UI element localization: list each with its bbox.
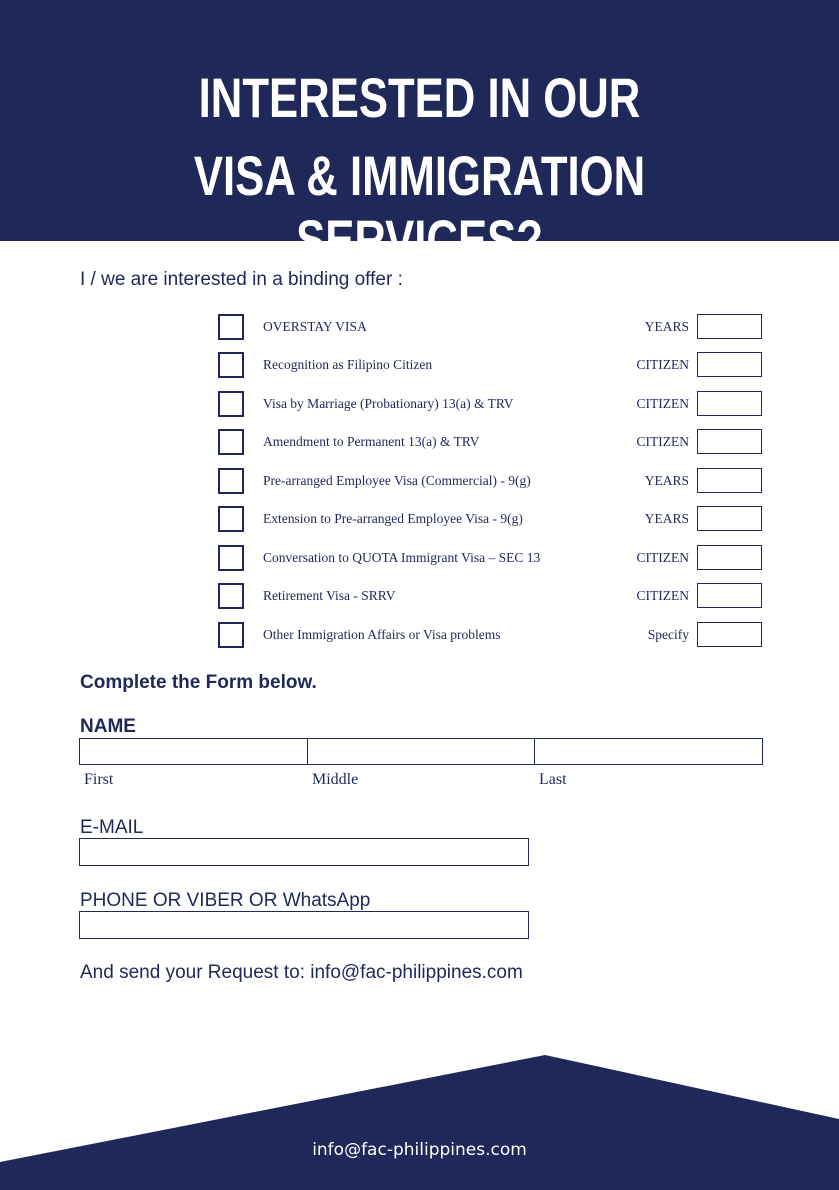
header-title-line-2: VISA & IMMIGRATION SERVICES? — [193, 144, 646, 271]
phone-input[interactable] — [79, 911, 529, 939]
option-unit: CITIZEN — [636, 396, 689, 411]
option-label: Conversation to QUOTA Immigrant Visa – SEC 13 — [263, 550, 541, 565]
option-unit: CITIZEN — [636, 357, 689, 372]
checkbox-recognition-citizen[interactable] — [218, 352, 244, 378]
option-value-box[interactable] — [697, 506, 762, 531]
header-title-line-1: INTERESTED IN OUR — [198, 66, 641, 129]
option-unit: CITIZEN — [636, 434, 689, 449]
option-unit: YEARS — [644, 473, 689, 488]
last-name-label: Last — [539, 771, 567, 788]
send-request-text: And send your Request to: info@fac-philippines.com — [80, 962, 523, 983]
option-row-amendment-permanent — [0, 429, 839, 455]
footer-shape — [0, 1040, 839, 1190]
first-name-input[interactable] — [80, 739, 308, 764]
option-value-box[interactable] — [697, 429, 762, 454]
option-unit: CITIZEN — [636, 588, 689, 603]
checkbox-extension-employee[interactable] — [218, 506, 244, 532]
email-input[interactable] — [79, 838, 529, 866]
option-row-retirement-visa — [0, 583, 839, 609]
option-label: Amendment to Permanent 13(a) & TRV — [263, 434, 480, 449]
checkbox-visa-by-marriage[interactable] — [218, 391, 244, 417]
option-row-pre-arranged-employee — [0, 468, 839, 494]
option-unit: Specify — [647, 627, 689, 642]
option-label: Recognition as Filipino Citizen — [263, 357, 433, 372]
option-label: OVERSTAY VISA — [263, 319, 367, 334]
option-row-other-affairs — [0, 622, 839, 648]
option-value-box[interactable] — [697, 468, 762, 493]
option-row-recognition-citizen — [0, 352, 839, 378]
option-label: Retirement Visa - SRRV — [263, 588, 396, 603]
checkbox-pre-arranged-employee[interactable] — [218, 468, 244, 494]
form-heading: Complete the Form below. — [80, 672, 317, 693]
option-value-box[interactable] — [697, 352, 762, 377]
email-label: E-MAIL — [80, 817, 144, 838]
option-unit: YEARS — [644, 511, 689, 526]
option-unit: CITIZEN — [636, 550, 689, 565]
option-row-extension-employee — [0, 506, 839, 532]
footer-polygon — [0, 1040, 839, 1190]
option-row-quota-immigrant — [0, 545, 839, 571]
checkbox-quota-immigrant[interactable] — [218, 545, 244, 571]
footer-email: info@fac-philippines.com — [312, 1140, 527, 1160]
option-value-box[interactable] — [697, 583, 762, 608]
header-banner — [0, 0, 839, 271]
option-label: Other Immigration Affairs or Visa problems — [263, 627, 501, 642]
option-value-box[interactable] — [697, 314, 762, 339]
checkbox-retirement-visa[interactable] — [218, 583, 244, 609]
option-label: Extension to Pre-arranged Employee Visa - 9(g) — [263, 511, 523, 526]
checkbox-amendment-permanent[interactable] — [218, 429, 244, 455]
option-value-box[interactable] — [697, 391, 762, 416]
middle-name-label: Middle — [312, 771, 359, 788]
checkbox-other-affairs[interactable] — [218, 622, 244, 648]
option-label: Visa by Marriage (Probationary) 13(a) & TRV — [263, 396, 514, 411]
option-row-overstay-visa — [0, 314, 839, 340]
intro-text: I / we are interested in a binding offer : — [80, 269, 403, 290]
middle-name-input[interactable] — [308, 739, 536, 764]
option-unit: YEARS — [644, 319, 689, 334]
option-value-box[interactable] — [697, 622, 762, 647]
name-fields — [79, 738, 763, 765]
name-label: NAME — [80, 716, 136, 737]
phone-label: PHONE OR VIBER OR WhatsApp — [80, 890, 371, 911]
first-name-label: First — [84, 771, 114, 788]
option-value-box[interactable] — [697, 545, 762, 570]
option-label: Pre-arranged Employee Visa (Commercial) - 9(g) — [263, 473, 531, 488]
last-name-input[interactable] — [535, 739, 762, 764]
checkbox-overstay-visa[interactable] — [218, 314, 244, 340]
option-row-visa-by-marriage — [0, 391, 839, 417]
